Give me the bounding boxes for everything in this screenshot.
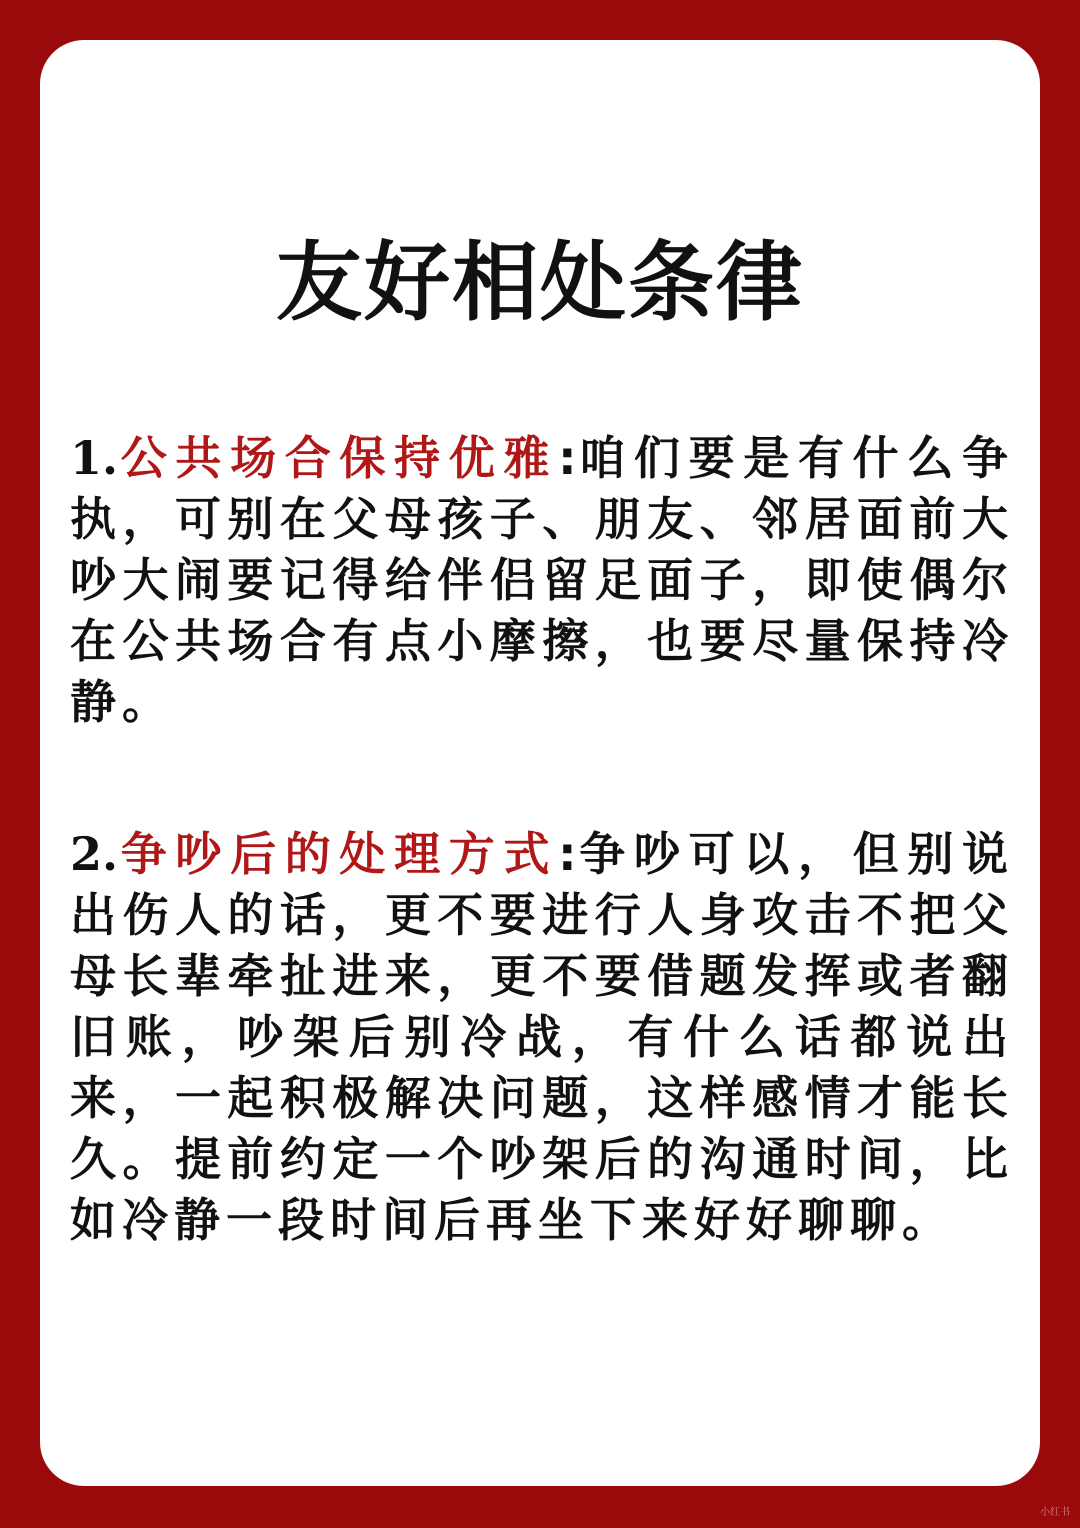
page-title: 友好相处条律 bbox=[276, 233, 804, 333]
rule-number: 1. bbox=[70, 431, 119, 485]
rule-heading: 争吵后的处理方式 bbox=[118, 827, 559, 881]
rule-separator: : bbox=[558, 431, 577, 485]
watermark-logo: 小红书 bbox=[1040, 1507, 1070, 1518]
rule-body: 争吵可以，但别说出伤人的话，更不要进行人身攻击不把父母长辈牵扯进来，更不要借题发挥或者翻旧账，吵架后别冷战，有什么话都说出来，一起积极解决问题，这样感情才能长久。提前约定一个吵架后的沟通时间，比如冷静一段时间后再坐下来好好聊聊。 bbox=[70, 827, 1015, 1247]
rule-number: 2. bbox=[70, 827, 119, 881]
rule-item-1 bbox=[70, 428, 1014, 733]
content-card bbox=[40, 40, 1040, 1486]
rule-heading: 公共场合保持优雅 bbox=[118, 431, 559, 485]
rule-item-2 bbox=[70, 824, 1014, 1251]
rule-separator: : bbox=[558, 827, 577, 881]
rule-body: 咱们要是有什么争执，可别在父母孩子、朋友、邻居面前大吵大闹要记得给伴侣留足面子，即使偶尔在公共场合有点小摩擦，也要尽量保持冷静。 bbox=[70, 431, 1015, 729]
